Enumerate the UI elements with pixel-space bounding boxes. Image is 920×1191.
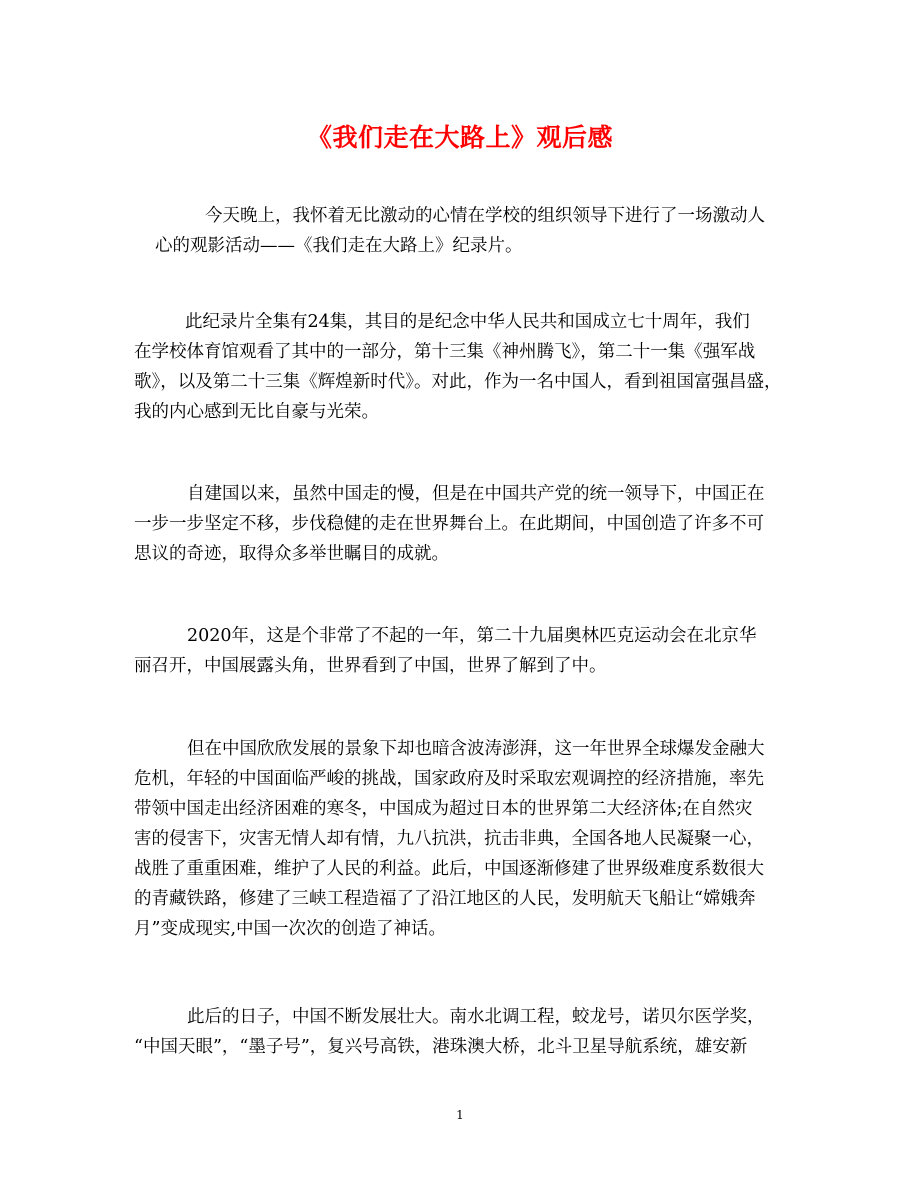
paragraph-line: 的青藏铁路，修建了三峡工程造福了了沿江地区的人民，发明航天飞船让“嫦娥奔 — [134, 889, 756, 909]
paragraph-1 — [155, 201, 792, 261]
paragraph-line: 歌》，以及第二十三集《辉煌新时代》。对此，作为一名中国人，看到祖国富强昌盛， — [134, 372, 782, 392]
paragraph-line: “中国天眼”，“墨子号”，复兴号高铁，港珠澳大桥，北斗卫星导航系统，雄安新 — [134, 1037, 748, 1057]
paragraph-line: 一步一步坚定不移，步伐稳健的走在世界舞台上。在此期间，中国创造了许多不可 — [134, 514, 764, 534]
paragraph-line: 此纪录片全集有24集，其目的是纪念中华人民共和国成立七十周年，我们 — [185, 312, 750, 332]
paragraph-line: 害的侵害下，灾害无情人却有情，九八抗洪，抗击非典，全国各地人民凝聚一心， — [134, 829, 764, 849]
page-title: 《我们走在大路上》观后感 — [306, 123, 613, 152]
paragraph-6 — [134, 1002, 792, 1062]
paragraph-line: 自建国以来，虽然中国走的慢，但是在中国共产党的统一领导下，中国正在 — [187, 484, 765, 504]
page-number: 1 — [456, 1108, 464, 1122]
paragraph-line: 我的内心感到无比自豪与光荣。 — [134, 402, 379, 422]
paragraph-line: 月”变成现实,中国一次次的创造了神话。 — [134, 919, 447, 939]
paragraph-line: 2020年，这是个非常了不起的一年，第二十九届奥林匹克运动会在北京华 — [187, 626, 757, 646]
paragraph-line: 今天晚上，我怀着无比激动的心情在学校的组织领导下进行了一场激动人 — [205, 206, 765, 226]
paragraph-line: 危机，年轻的中国面临严峻的挑战，国家政府及时采取宏观调控的经济措施，率先 — [134, 769, 764, 789]
paragraph-line: 此后的日子，中国不断发展壮大。南水北调工程，蛟龙号，诺贝尔医学奖， — [187, 1007, 765, 1027]
paragraph-line: 思议的奇迹，取得众多举世瞩目的成就。 — [134, 544, 449, 564]
paragraph-line: 心的观影活动——《我们走在大路上》纪录片。 — [155, 236, 523, 256]
paragraph-line: 但在中国欣欣发展的景象下却也暗含波涛澎湃，这一年世界全球爆发金融大 — [187, 739, 765, 759]
paragraph-4 — [134, 621, 792, 681]
paragraph-line: 战胜了重重困难，维护了人民的利益。此后，中国逐渐修建了世界级难度系数很大 — [134, 859, 764, 879]
paragraph-3 — [134, 479, 792, 569]
paragraph-5 — [134, 734, 792, 944]
paragraph-line: 丽召开，中国展露头角，世界看到了中国，世界了解到了中。 — [134, 656, 607, 676]
paragraph-line: 带领中国走出经济困难的寒冬，中国成为超过日本的世界第二大经济体;在自然灾 — [134, 799, 753, 819]
paragraph-line: 在学校体育馆观看了其中的一部分，第十三集《神州腾飞》，第二十一集《强军战 — [134, 342, 756, 362]
paragraph-2 — [134, 307, 792, 427]
